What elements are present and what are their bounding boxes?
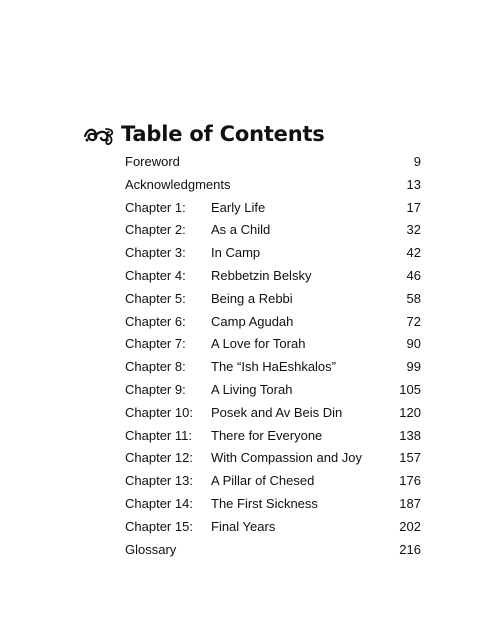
- toc-entry-page-number: 176: [399, 473, 421, 489]
- page-title: Table of Contents: [121, 122, 325, 146]
- toc-entry: [125, 493, 421, 516]
- toc-entry: [125, 516, 421, 539]
- toc-entry-page-number: 120: [399, 404, 421, 420]
- toc-entry-label: Chapter 12:: [125, 450, 193, 466]
- toc-entry-label: Chapter 13:: [125, 473, 193, 489]
- toc-entry: [125, 333, 421, 356]
- toc-entry-page-number: 99: [406, 359, 421, 375]
- toc-entry-page-number: 72: [406, 313, 421, 329]
- toc-entry-title: Final Years: [211, 518, 276, 534]
- toc-entry-page-number: 46: [406, 267, 421, 283]
- toc-entry-label: Chapter 4:: [125, 267, 186, 283]
- toc-entry-page-number: 138: [399, 427, 421, 443]
- toc-entry-page-number: 105: [399, 381, 421, 397]
- toc-entry: [125, 288, 421, 311]
- toc-entry-title: Camp Agudah: [211, 313, 294, 329]
- toc-entry-title: The “Ish HaEshkalos”: [211, 359, 336, 375]
- toc-entry-label: Chapter 5:: [125, 290, 186, 306]
- toc-entry-title: A Pillar of Chesed: [211, 473, 315, 489]
- toc-entry: [125, 447, 421, 470]
- toc-entry-title: In Camp: [211, 245, 261, 261]
- toc-entry-page-number: 90: [406, 336, 421, 352]
- toc-entry-label: Foreword: [125, 154, 180, 169]
- toc-entry: [125, 402, 421, 425]
- toc-entry-title: With Compassion and Joy: [211, 450, 363, 466]
- toc-entry-label: Chapter 15:: [125, 518, 193, 534]
- toc-entry-label: Glossary: [125, 541, 177, 557]
- toc-entry: [125, 311, 421, 334]
- toc-entry-page-number: 187: [399, 495, 421, 511]
- toc-entry-label: Chapter 3:: [125, 245, 186, 261]
- toc-entry-page-number: 9: [413, 154, 421, 169]
- toc-entry-title: The First Sickness: [211, 495, 318, 511]
- toc-entry-label: Chapter 11:: [125, 427, 192, 443]
- toc-entry: [125, 174, 421, 197]
- decorative-scroll-ornament-icon: [83, 122, 115, 146]
- toc-entry-label: Chapter 8:: [125, 359, 186, 375]
- toc-entry-title: Early Life: [211, 199, 266, 215]
- toc-entry-page-number: 42: [406, 245, 421, 261]
- toc-entry: [125, 425, 421, 448]
- toc-heading: [83, 119, 325, 149]
- toc-entry: [125, 356, 421, 379]
- toc-entry-page-number: 32: [406, 222, 421, 238]
- toc-entry: [125, 151, 421, 174]
- toc-entry-title: A Love for Torah: [211, 336, 306, 352]
- toc-entry-title: There for Everyone: [211, 427, 323, 443]
- toc-entry-label: Chapter 6:: [125, 313, 186, 329]
- toc-entry-label: Chapter 9:: [125, 381, 186, 397]
- toc-entry: [125, 379, 421, 402]
- toc-entry-page-number: 17: [406, 199, 421, 215]
- toc-entry-label: Acknowledgments: [125, 176, 231, 192]
- table-of-contents-list: [125, 151, 421, 561]
- toc-entry-page-number: 157: [399, 450, 421, 466]
- toc-entry-label: Chapter 7:: [125, 336, 186, 352]
- toc-entry-title: Being a Rebbi: [211, 290, 293, 306]
- toc-entry: [125, 539, 421, 562]
- toc-entry-page-number: 216: [399, 541, 421, 557]
- toc-entry-label: Chapter 2:: [125, 222, 186, 238]
- toc-entry: [125, 470, 421, 493]
- toc-entry-page-number: 58: [406, 290, 421, 306]
- toc-entry: [125, 242, 421, 265]
- toc-entry-page-number: 202: [399, 518, 421, 534]
- toc-entry-title: Rebbetzin Belsky: [211, 267, 312, 283]
- toc-entry-title: Posek and Av Beis Din: [211, 404, 343, 420]
- toc-entry-page-number: 13: [406, 176, 421, 192]
- toc-entry-label: Chapter 1:: [125, 199, 186, 215]
- toc-entry-title: As a Child: [211, 222, 271, 238]
- toc-entry-label: Chapter 14:: [125, 495, 193, 511]
- toc-entry: [125, 197, 421, 220]
- toc-entry-label: Chapter 10:: [125, 404, 193, 420]
- toc-entry: [125, 219, 421, 242]
- toc-entry: [125, 265, 421, 288]
- toc-entry-title: A Living Torah: [211, 381, 293, 397]
